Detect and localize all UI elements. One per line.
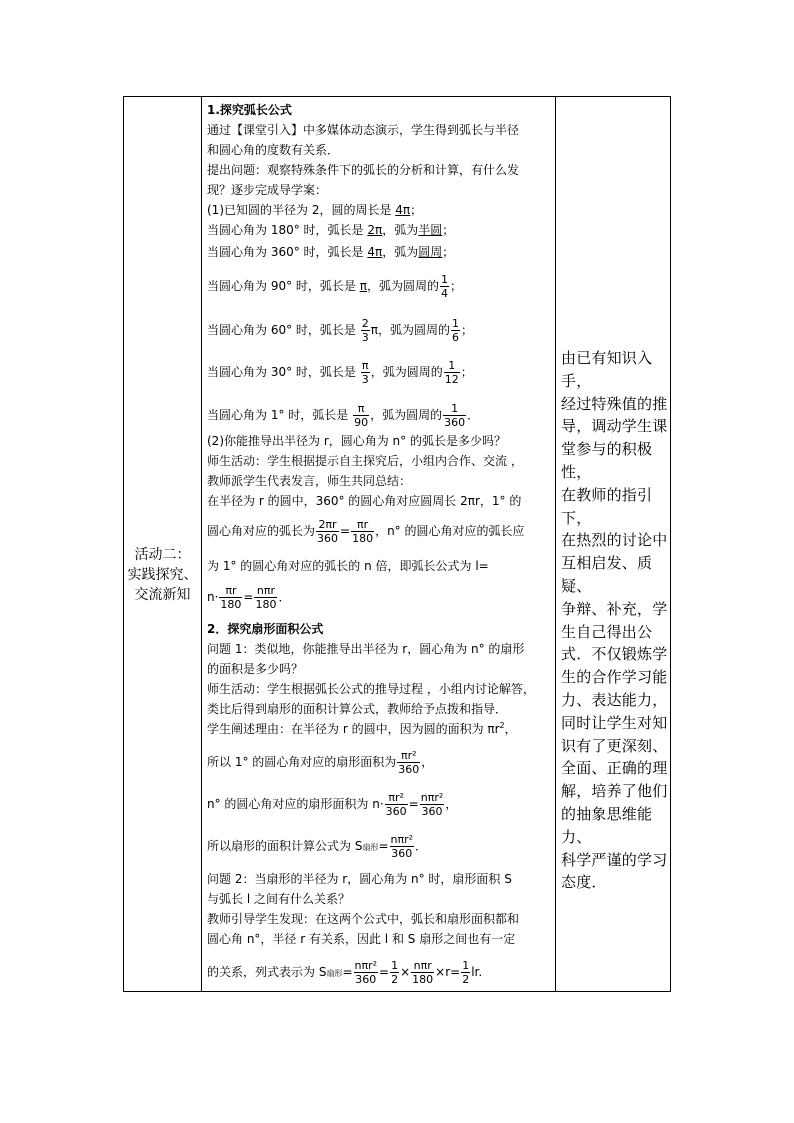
activity-column <box>124 97 201 991</box>
question-line: (2)你能推导出半径为 r，圆心角为 n° 的弧长是多少吗？ <box>207 434 506 448</box>
paragraph-line: 和圆心角的度数有关系． <box>207 143 340 157</box>
paragraph-line: 通过【课堂引入】中多媒体动态演示，学生得到弧长与半径 <box>207 123 520 137</box>
fraction: $\frac{\pi r}{180}$ <box>352 518 374 545</box>
answer-blank: π <box>359 279 367 293</box>
question-line: 当圆心角为 1° 时，弧长是 $\frac{\pi}{90}$ ，弧为圆周的 $\frac{1}{360}$ ． <box>207 402 480 429</box>
question-line: 当圆心角为 360° 时，弧长是 4π，弧为圆周； <box>207 245 455 259</box>
question-line: (1)已知圆的半径为 2，圆的周长是 4π； <box>207 203 423 217</box>
fraction: $\frac{1}{12}$ <box>444 359 459 386</box>
fraction: $\frac{\pi}{90}$ <box>354 402 369 429</box>
answer-blank: 圆周 <box>418 245 443 259</box>
fraction: $\frac{\pi r}{180}$ <box>220 584 242 611</box>
formula-line: 圆心角对应的弧长为 $\frac{2\pi r}{360}$ = $\frac{\pi r}{180}$ ，n° 的圆心角对应的弧长应 <box>207 518 525 545</box>
answer-blank: 4π <box>395 203 411 217</box>
paragraph-line: 现？逐步完成导学案： <box>207 183 328 197</box>
design-intent-text: 由已有知识入手， 经过特殊值的推 导，调动学生课 堂参与的积极性， 在教师的指引下， 在热烈的讨论中 互相启发、质疑、 争辩、补充，学 生自己得出公 式．不仅锻炼学 生的合作学习能 力、表达能力， 同时让学生对知 识有了更深刻、 全面、正确的理 解，培养了他们 的抽象思维能力、 科学严谨的学习 态度． <box>561 349 668 892</box>
answer-blank: 2π <box>367 223 383 237</box>
section-title: 2．探究扇形面积公式 <box>207 622 324 636</box>
paragraph-line: 教师派学生代表发言，师生共同总结： <box>207 474 412 488</box>
design-intent-column <box>555 97 671 991</box>
question-line: 当圆心角为 30° 时，弧长是 $\frac{\pi}{3}$ ，弧为圆周的 $\frac{1}{12}$ ； <box>207 359 473 386</box>
paragraph-line: 与弧长 l 之间有什么关系？ <box>207 892 350 906</box>
fraction: $\frac{\text{nπr}}{180}$ <box>255 584 277 611</box>
paragraph-line: 教师引导学生发现：在这两个公式中，弧长和扇形面积都和 <box>207 912 520 926</box>
paragraph-line: 类比后得到扇形的面积计算公式，教师给予点拨和指导． <box>207 702 508 716</box>
paragraph-line: 圆心角 n°，半径 r 有关系，因此 l 和 S 扇形之间也有一定 <box>207 932 516 946</box>
paragraph-line: 问题 1：类似地，你能推导出半径为 r，圆心角为 n° 的扇形 <box>207 642 525 656</box>
question-line: 当圆心角为 60° 时，弧长是 $\frac{2}{3}$ π，弧为圆周的 $\frac{1}{6}$ ； <box>207 317 473 344</box>
fraction: $\frac{\text{πr²}}{360}$ <box>398 749 420 776</box>
fraction: $\frac{\text{πr²}}{360}$ <box>385 791 407 818</box>
answer-blank: 半圆 <box>418 223 443 237</box>
fraction: $\frac{\text{nπr²}}{360}$ <box>390 833 414 860</box>
activity-label: 活动二： 实践探究、 交流新知 <box>127 547 198 603</box>
formula-line: 的关系，列式表示为 S扇形= $\frac{\text{nπr²}}{360}$ = $\frac{1}{2}$ × $\frac{\text{nπr}}{180}$ ×r= $\frac{1}{2}$ lr. <box>207 959 483 986</box>
fraction: $\frac{1}{4}$ <box>440 273 448 300</box>
formula-line: n· $\frac{\pi r}{180}$ = $\frac{\text{nπr}}{180}$ ． <box>207 584 291 611</box>
fraction: $\frac{\pi}{3}$ <box>361 359 369 386</box>
paragraph-line: 师生活动：学生根据提示自主探究后，小组内合作、交流 ， <box>207 454 523 468</box>
paragraph-line: 问题 2：当扇形的半径为 r，圆心角为 n° 时，扇形面积 S <box>207 872 512 886</box>
formula-line: 所以 1° 的圆心角对应的扇形面积为 $\frac{\text{πr²}}{360}$ ， <box>207 749 434 776</box>
lesson-table <box>123 96 671 992</box>
fraction: $\frac{1}{6}$ <box>451 317 459 344</box>
section-title: 1.探究弧长公式 <box>207 103 292 117</box>
formula-line: 所以扇形的面积计算公式为 S扇形= $\frac{\text{nπr²}}{360}$ ． <box>207 833 428 860</box>
question-line: 当圆心角为 180° 时，弧长是 2π，弧为半圆； <box>207 223 455 237</box>
paragraph-line: 学生阐述理由：在半径为 r 的圆中，因为圆的面积为 $\pi r^2$， <box>207 721 517 736</box>
formula-line: n° 的圆心角对应的扇形面积为 n· $\frac{\text{πr²}}{360}$ = $\frac{\text{nπr²}}{360}$ ， <box>207 791 458 818</box>
fraction: $\frac{1}{360}$ <box>444 402 466 429</box>
fraction: $\frac{\text{nπr}}{180}$ <box>412 959 434 986</box>
fraction: $\frac{1}{2}$ <box>391 959 399 986</box>
fraction: $\frac{2\pi r}{360}$ <box>317 518 339 545</box>
paragraph-line: 的面积是多少吗？ <box>207 662 304 676</box>
fraction: $\frac{1}{2}$ <box>462 959 470 986</box>
column-divider <box>201 97 202 991</box>
paragraph-line: 为 1° 的圆心角对应的弧长的 n 倍，即弧长公式为 l= <box>207 559 489 573</box>
fraction: $\frac{\text{nπr²}}{360}$ <box>420 791 444 818</box>
fraction: $\frac{\text{nπr²}}{360}$ <box>354 959 378 986</box>
answer-blank: 4π <box>367 245 383 259</box>
fraction: $\frac{2}{3}$ <box>361 317 369 344</box>
paragraph-line: 在半径为 r 的圆中，360° 的圆心角对应圆周长 2πr，1° 的 <box>207 494 522 508</box>
paragraph-line: 提出问题：观察特殊条件下的弧长的分析和计算，有什么发 <box>207 163 520 177</box>
content-column <box>207 97 552 991</box>
paragraph-line: 师生活动：学生根据弧长公式的推导过程 ，小组内讨论解答， <box>207 682 535 696</box>
question-line: 当圆心角为 90° 时，弧长是 π，弧为圆周的 $\frac{1}{4}$ ； <box>207 273 462 300</box>
